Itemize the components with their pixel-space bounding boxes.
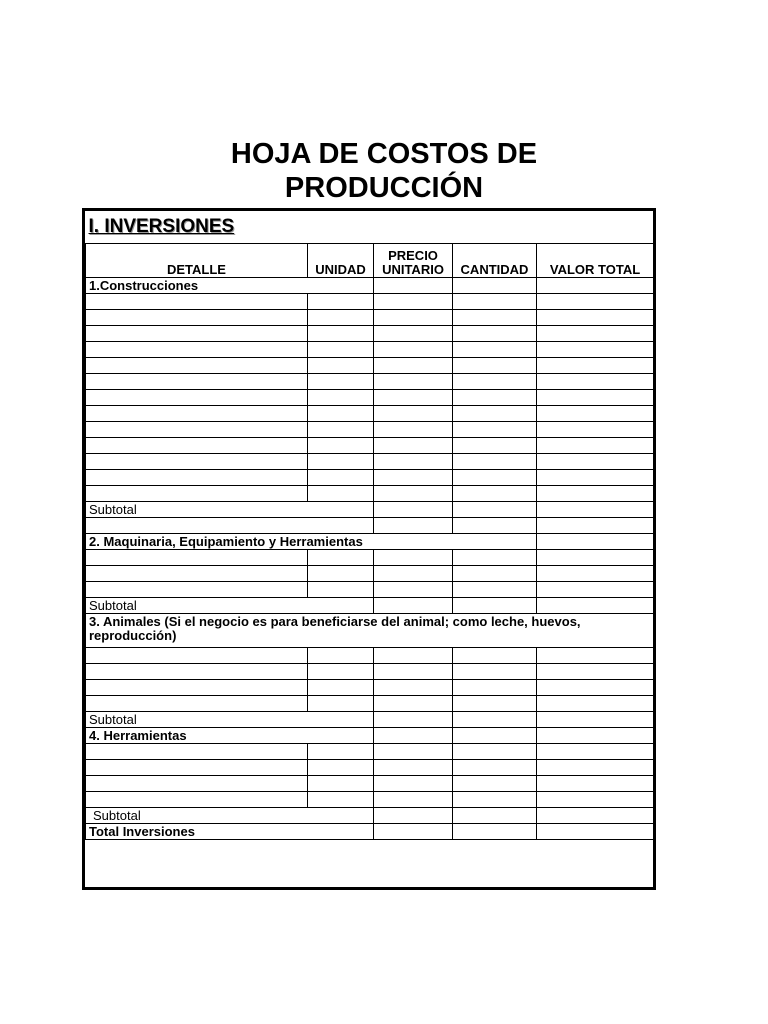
cell (374, 517, 453, 533)
cell[interactable] (453, 341, 537, 357)
cell[interactable] (453, 581, 537, 597)
cell[interactable] (453, 485, 537, 501)
column-header-row (86, 243, 654, 277)
table-row (86, 775, 654, 791)
cell[interactable] (537, 679, 654, 695)
cell[interactable] (86, 373, 308, 389)
cell[interactable] (308, 549, 374, 565)
cell[interactable] (86, 325, 308, 341)
cell[interactable] (537, 357, 654, 373)
cell[interactable] (537, 453, 654, 469)
cell[interactable] (308, 759, 374, 775)
cell[interactable] (537, 743, 654, 759)
cell[interactable] (86, 453, 308, 469)
cell[interactable] (374, 647, 453, 663)
cell[interactable] (453, 743, 537, 759)
cell[interactable] (374, 341, 453, 357)
table-row (86, 405, 654, 421)
cell[interactable] (308, 389, 374, 405)
cell[interactable] (453, 277, 537, 293)
category-row-maquinaria (86, 533, 654, 549)
subtotal-label: Subtotal (86, 807, 374, 823)
cell[interactable] (308, 325, 374, 341)
cell[interactable] (537, 293, 654, 309)
cell (86, 517, 374, 533)
cell[interactable] (537, 581, 654, 597)
cell[interactable] (537, 565, 654, 581)
cell[interactable] (86, 341, 308, 357)
table-row (86, 695, 654, 711)
cell[interactable] (308, 405, 374, 421)
cell[interactable] (374, 549, 453, 565)
cell[interactable] (453, 357, 537, 373)
subtotal-label: Subtotal (86, 501, 374, 517)
cell[interactable] (86, 293, 308, 309)
cell[interactable] (308, 357, 374, 373)
cell[interactable] (86, 469, 308, 485)
cell[interactable] (308, 469, 374, 485)
cell[interactable] (453, 293, 537, 309)
cell[interactable] (374, 373, 453, 389)
cell[interactable] (453, 389, 537, 405)
col-header-precio-line2: UNITARIO (382, 261, 444, 277)
cell[interactable] (537, 421, 654, 437)
cell (453, 517, 537, 533)
cell[interactable] (374, 325, 453, 341)
cell[interactable] (537, 597, 654, 613)
cell[interactable] (537, 373, 654, 389)
cell[interactable] (374, 711, 453, 727)
table-row (86, 421, 654, 437)
cell[interactable] (374, 453, 453, 469)
cell[interactable] (374, 485, 453, 501)
cell[interactable] (453, 325, 537, 341)
cell[interactable] (308, 775, 374, 791)
table-row (86, 373, 654, 389)
cell[interactable] (537, 389, 654, 405)
cell[interactable] (537, 325, 654, 341)
cell[interactable] (453, 421, 537, 437)
col-header-detalle: DETALLE (86, 243, 308, 277)
cell[interactable] (308, 791, 374, 807)
cell[interactable] (537, 647, 654, 663)
cell[interactable] (453, 373, 537, 389)
cell[interactable] (308, 341, 374, 357)
table-row (86, 663, 654, 679)
cell[interactable] (374, 663, 453, 679)
category-construcciones: 1.Construcciones (86, 277, 374, 293)
table-row (86, 791, 654, 807)
cell[interactable] (453, 807, 537, 823)
cell[interactable] (374, 357, 453, 373)
cell[interactable] (374, 581, 453, 597)
cell[interactable] (374, 823, 453, 839)
cell (537, 517, 654, 533)
section-header-row (86, 211, 654, 243)
cell[interactable] (453, 791, 537, 807)
cell[interactable] (86, 421, 308, 437)
cell[interactable] (86, 357, 308, 373)
table-row (86, 341, 654, 357)
cell[interactable] (374, 807, 453, 823)
cell[interactable] (453, 775, 537, 791)
cell[interactable] (86, 389, 308, 405)
subtotal-row-herramientas (86, 807, 654, 823)
cell[interactable] (537, 775, 654, 791)
col-header-cantidad: CANTIDAD (453, 243, 537, 277)
col-header-precio-unitario (374, 243, 453, 277)
cell[interactable] (537, 807, 654, 823)
subtotal-row-animales (86, 711, 654, 727)
subtotal-label: Subtotal (86, 711, 374, 727)
cell[interactable] (308, 581, 374, 597)
section-title: I. INVERSIONES (86, 211, 654, 243)
cell[interactable] (537, 469, 654, 485)
cell[interactable] (453, 759, 537, 775)
cell[interactable] (86, 663, 308, 679)
cell[interactable] (86, 743, 308, 759)
cell[interactable] (86, 647, 308, 663)
cell[interactable] (537, 405, 654, 421)
cell[interactable] (374, 405, 453, 421)
cell[interactable] (374, 695, 453, 711)
cell[interactable] (537, 549, 654, 565)
cell[interactable] (86, 581, 308, 597)
cell[interactable] (308, 743, 374, 759)
cell[interactable] (86, 437, 308, 453)
cell[interactable] (453, 647, 537, 663)
table-row (86, 565, 654, 581)
cell[interactable] (453, 663, 537, 679)
cell[interactable] (308, 309, 374, 325)
subtotal-label: Subtotal (86, 597, 374, 613)
cell[interactable] (453, 501, 537, 517)
table-row (86, 549, 654, 565)
total-label: Total Inversiones (86, 823, 374, 839)
cell[interactable] (374, 679, 453, 695)
cell[interactable] (537, 277, 654, 293)
cell[interactable] (374, 437, 453, 453)
cell[interactable] (374, 791, 453, 807)
col-header-precio-line1: PRECIO (388, 247, 438, 263)
cell[interactable] (453, 565, 537, 581)
cell[interactable] (374, 501, 453, 517)
title-line-2: PRODUCCIÓN (284, 172, 484, 204)
cell[interactable] (453, 309, 537, 325)
cell[interactable] (453, 711, 537, 727)
cell[interactable] (374, 597, 453, 613)
cell[interactable] (86, 759, 308, 775)
cell[interactable] (537, 341, 654, 357)
cell[interactable] (308, 437, 374, 453)
cell[interactable] (453, 453, 537, 469)
table-row (86, 453, 654, 469)
cost-sheet-table (82, 208, 656, 890)
col-header-unidad: UNIDAD (308, 243, 374, 277)
category-animales: 3. Animales (Si el negocio es para beneficiarse del animal; como leche, huevos, reproducción) (86, 613, 654, 647)
cell[interactable] (308, 421, 374, 437)
category-maquinaria: 2. Maquinaria, Equipamiento y Herramientas (86, 533, 537, 549)
cell[interactable] (453, 549, 537, 565)
table-row (86, 647, 654, 663)
cell[interactable] (453, 823, 537, 839)
cell[interactable] (374, 421, 453, 437)
table-row (86, 437, 654, 453)
cell[interactable] (308, 293, 374, 309)
category-row-herramientas (86, 727, 654, 743)
cell[interactable] (308, 663, 374, 679)
cell[interactable] (374, 389, 453, 405)
cell[interactable] (453, 679, 537, 695)
cell[interactable] (86, 695, 308, 711)
cell[interactable] (374, 565, 453, 581)
table-row (86, 581, 654, 597)
table-row (86, 485, 654, 501)
cell[interactable] (374, 775, 453, 791)
col-header-valor-total: VALOR TOTAL (537, 243, 654, 277)
total-row (86, 823, 654, 839)
table-row (86, 309, 654, 325)
cell[interactable] (374, 309, 453, 325)
cell[interactable] (308, 453, 374, 469)
category-herramientas: 4. Herramientas (86, 727, 374, 743)
cell[interactable] (308, 647, 374, 663)
category-row-animales (86, 613, 654, 647)
cell[interactable] (374, 277, 453, 293)
cell[interactable] (86, 791, 308, 807)
cell[interactable] (374, 469, 453, 485)
category-row-construcciones (86, 277, 654, 293)
cell[interactable] (374, 293, 453, 309)
title-line-1: HOJA DE COSTOS DE (230, 138, 538, 170)
subtotal-row-maquinaria (86, 597, 654, 613)
spacer-row (86, 517, 654, 533)
cell[interactable] (453, 469, 537, 485)
cell[interactable] (86, 405, 308, 421)
cell[interactable] (537, 533, 654, 549)
page-title (150, 137, 618, 205)
cell[interactable] (537, 791, 654, 807)
table-row (86, 759, 654, 775)
cell[interactable] (537, 501, 654, 517)
table-row (86, 293, 654, 309)
cell[interactable] (453, 695, 537, 711)
cell[interactable] (308, 485, 374, 501)
table-row (86, 469, 654, 485)
cell[interactable] (308, 695, 374, 711)
cell[interactable] (86, 775, 308, 791)
cell[interactable] (537, 437, 654, 453)
table-row (86, 389, 654, 405)
cell[interactable] (537, 759, 654, 775)
subtotal-row-construcciones (86, 501, 654, 517)
cell[interactable] (374, 743, 453, 759)
cell[interactable] (537, 309, 654, 325)
cell[interactable] (374, 759, 453, 775)
table-row (86, 679, 654, 695)
cell[interactable] (86, 679, 308, 695)
cell[interactable] (537, 695, 654, 711)
cell[interactable] (537, 663, 654, 679)
table-row (86, 325, 654, 341)
table-row (86, 743, 654, 759)
cell[interactable] (537, 485, 654, 501)
cell[interactable] (453, 437, 537, 453)
cell[interactable] (537, 727, 654, 743)
cell[interactable] (308, 679, 374, 695)
cell[interactable] (86, 485, 308, 501)
cell[interactable] (308, 373, 374, 389)
cell[interactable] (453, 405, 537, 421)
cell[interactable] (453, 727, 537, 743)
table-row (86, 357, 654, 373)
cell[interactable] (537, 711, 654, 727)
cell[interactable] (374, 727, 453, 743)
cell[interactable] (86, 565, 308, 581)
cell[interactable] (537, 823, 654, 839)
cell[interactable] (86, 549, 308, 565)
cell[interactable] (308, 565, 374, 581)
cell[interactable] (86, 309, 308, 325)
cell[interactable] (453, 597, 537, 613)
